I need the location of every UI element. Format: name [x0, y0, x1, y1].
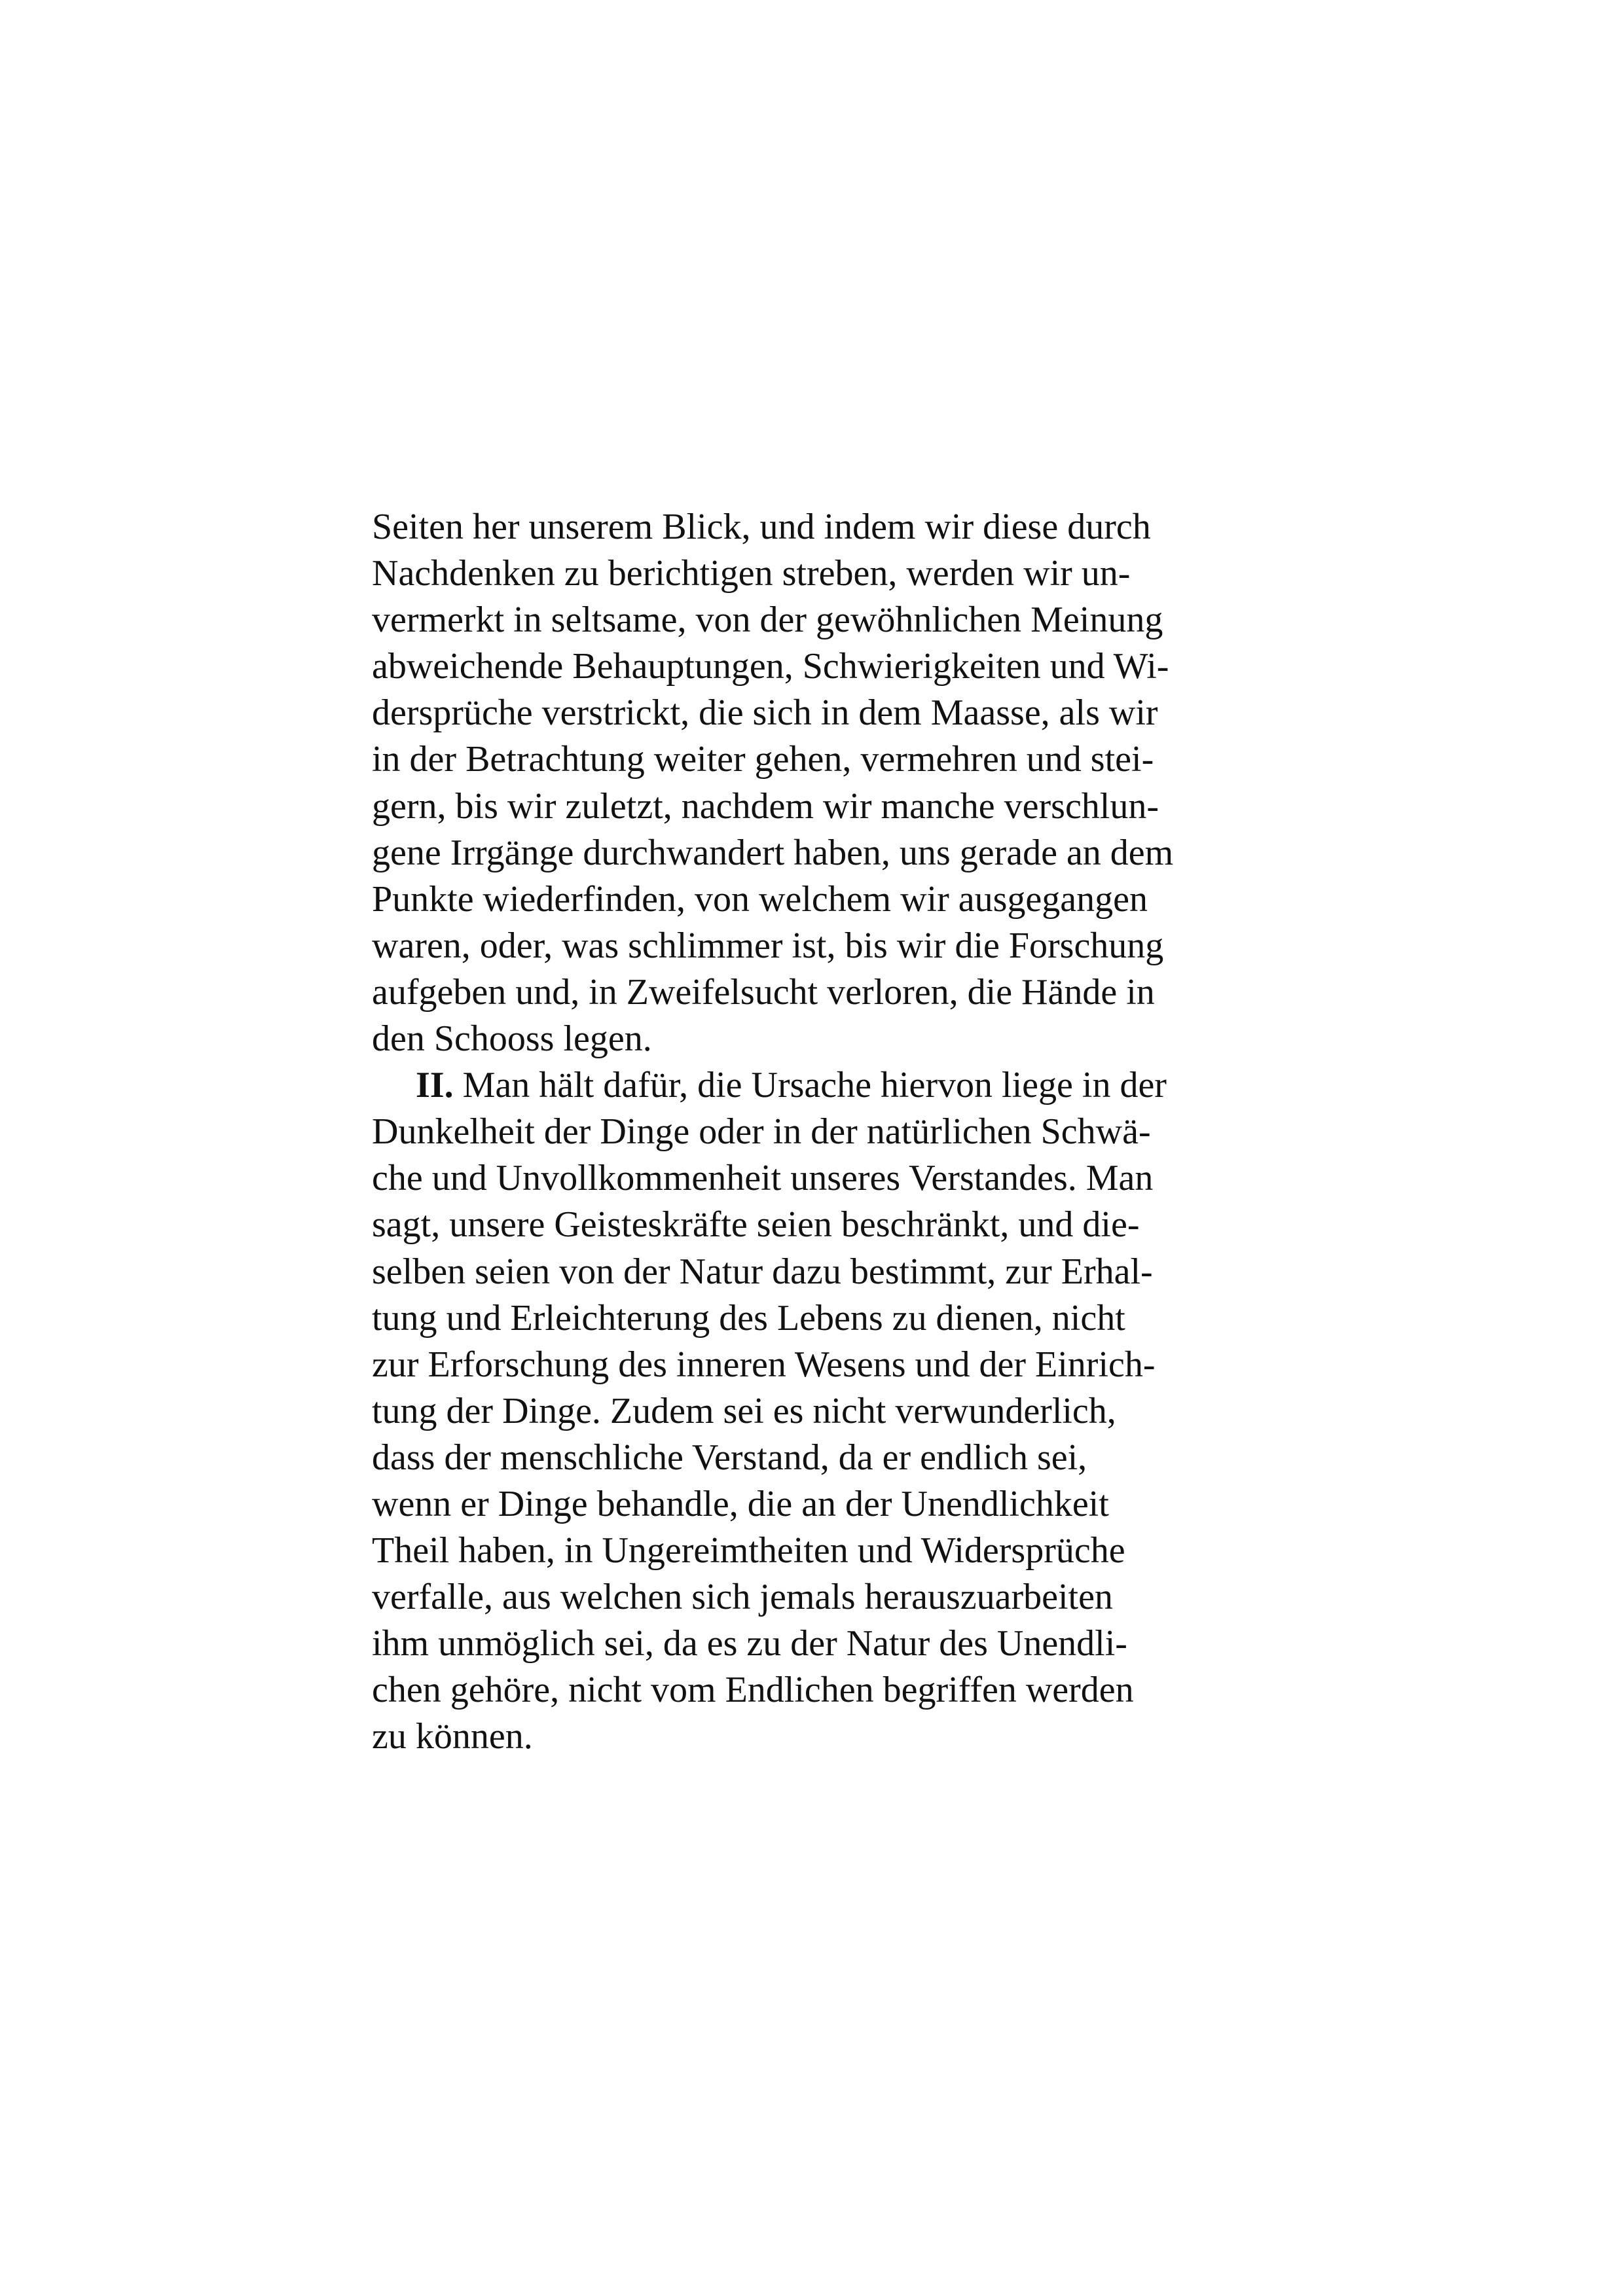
text-line: Seiten her unserem Blick, und indem wir diese durch	[372, 507, 1151, 547]
paragraph-2-first-line	[372, 1062, 1288, 1109]
text-line: dersprüche verstrickt, die sich in dem Maasse, als wir	[372, 692, 1158, 734]
text-line: gene Irrgänge durchwandert haben, uns gerade an dem	[372, 832, 1174, 873]
text-line: tung und Erleichterung des Lebens zu dienen, nicht	[372, 1297, 1125, 1338]
text-line: gern, bis wir zuletzt, nachdem wir manche verschlun-	[372, 785, 1159, 827]
body-text	[372, 504, 1288, 1761]
text-line: selben seien von der Natur dazu bestimmt, zur Erhal-	[372, 1251, 1153, 1292]
section-number: II.	[416, 1065, 454, 1106]
text-line: zur Erforschung des inneren Wesens und der Einrich-	[372, 1344, 1156, 1385]
text-line: wenn er Dinge behandle, die an der Unendlichkeit	[372, 1483, 1109, 1524]
text-line: zu können.	[372, 1716, 533, 1757]
text-line: tung der Dinge. Zudem sei es nicht verwunderlich,	[372, 1390, 1116, 1431]
text-line: che und Unvollkommenheit unseres Verstandes. Man	[372, 1158, 1154, 1199]
text-line: abweichende Behauptungen, Schwierigkeiten und Wi-	[372, 646, 1169, 687]
paragraph-2	[372, 1062, 1288, 1760]
text-line: dass der menschliche Verstand, da er endlich sei,	[372, 1437, 1087, 1478]
text-line: aufgeben und, in Zweifelsucht verloren, die Hände in	[372, 971, 1155, 1013]
text-line-lead: Man hält dafür, die Ursache hiervon liege in der	[453, 1065, 1167, 1106]
text-line: waren, oder, was schlimmer ist, bis wir die Forschung	[372, 925, 1164, 966]
text-line: Nachdenken zu berichtigen streben, werden wir un-	[372, 553, 1131, 594]
text-line: ihm unmöglich sei, da es zu der Natur des Unendli-	[372, 1623, 1127, 1664]
text-line: Theil haben, in Ungereimtheiten und Widersprüche	[372, 1530, 1125, 1571]
text-line: Dunkelheit der Dinge oder in der natürlichen Schwä-	[372, 1111, 1151, 1153]
text-line: verfalle, aus welchen sich jemals herauszuarbeiten	[372, 1577, 1113, 1618]
text-line: chen gehöre, nicht vom Endlichen begriffen werden	[372, 1670, 1134, 1711]
text-line: vermerkt in seltsame, von der gewöhnlichen Meinung	[372, 600, 1163, 641]
text-line: sagt, unsere Geisteskräfte seien beschränkt, und die-	[372, 1204, 1140, 1246]
text-line: den Schooss legen.	[372, 1018, 652, 1060]
text-line: in der Betrachtung weiter gehen, vermehren und stei-	[372, 739, 1154, 780]
paragraph-1	[372, 504, 1288, 1062]
text-line: Punkte wiederfinden, von welchem wir ausgegangen	[372, 878, 1148, 920]
